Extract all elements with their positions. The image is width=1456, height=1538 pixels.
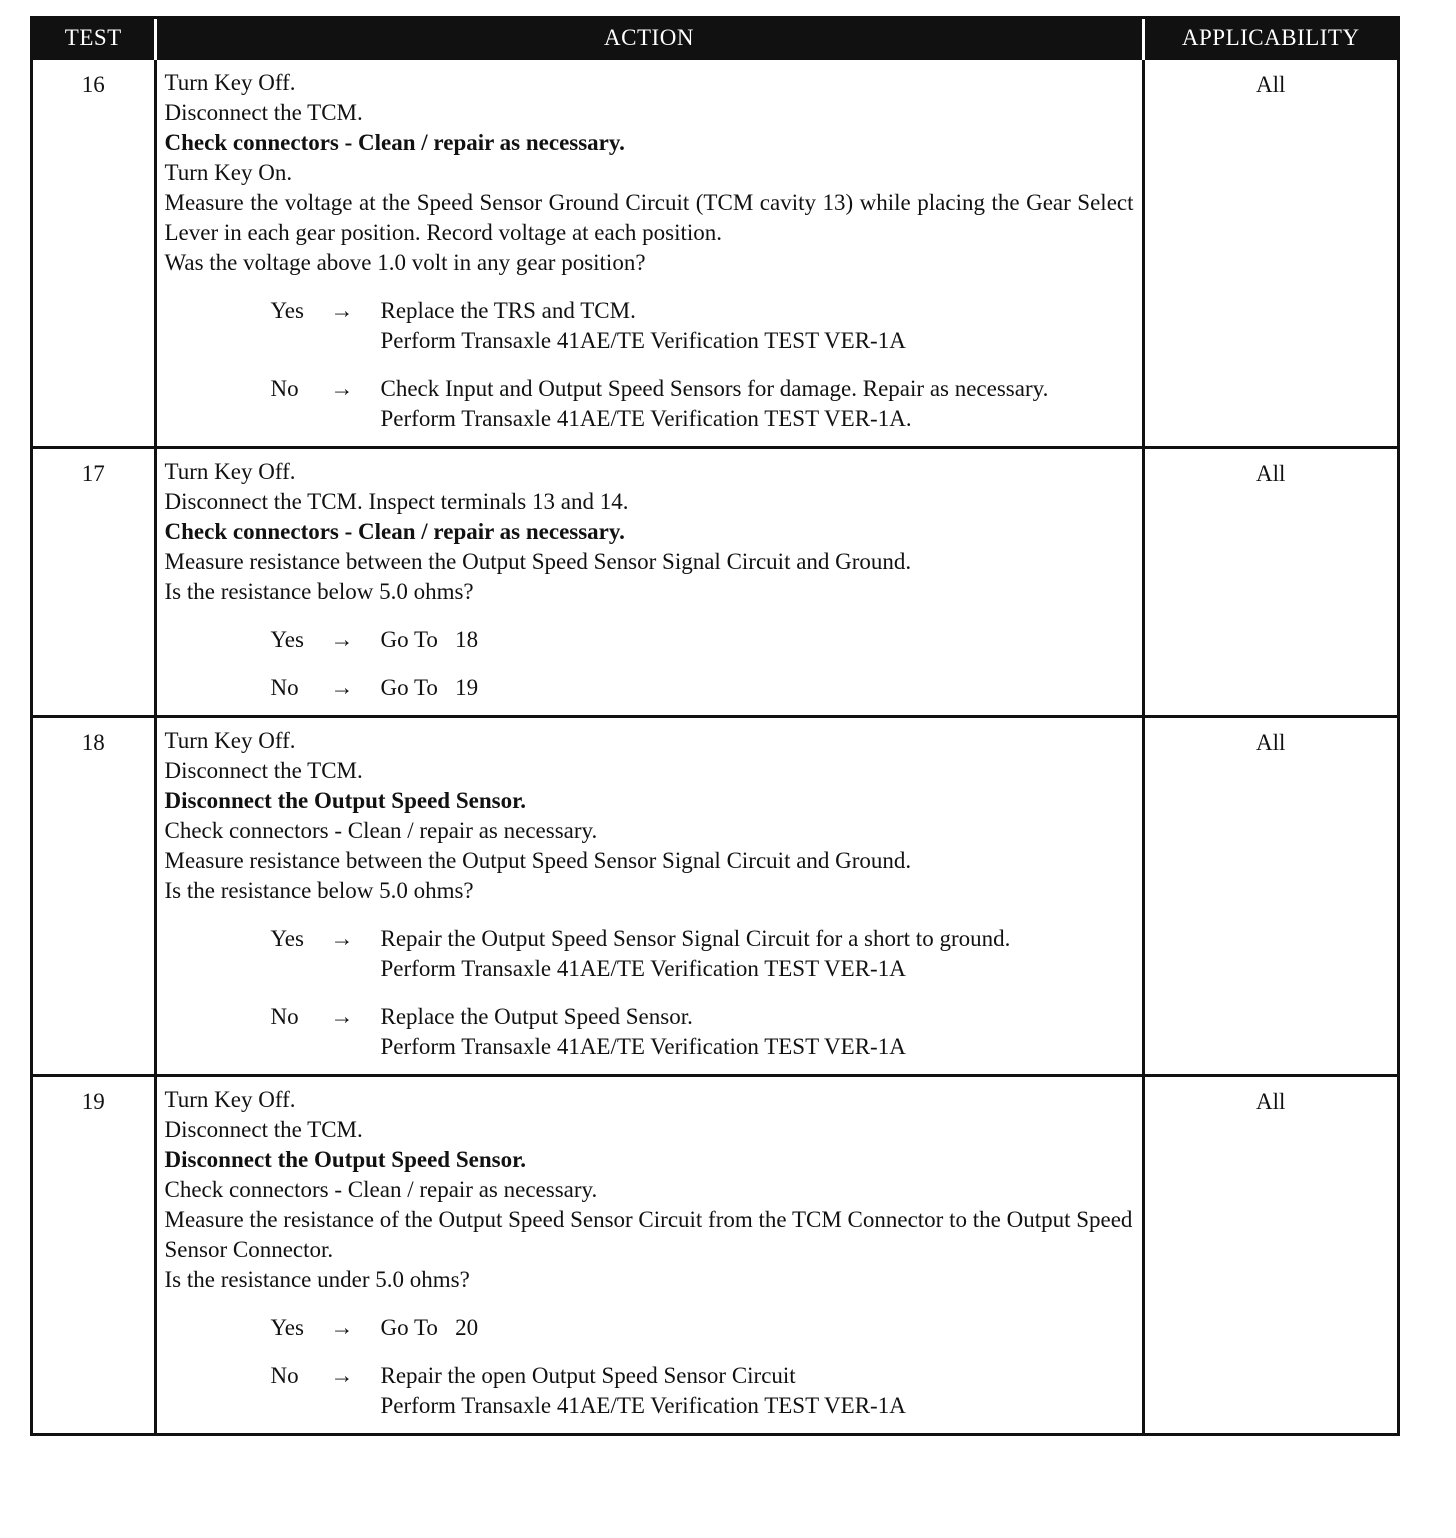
action-cell [155,59,1143,448]
outcome-instructions [381,374,1134,434]
action-step: Disconnect the TCM. [164,1117,363,1142]
outcome-instruction: Check Input and Output Speed Sensors for damage. Repair as necessary. [380,376,1049,401]
outcome-instruction: Perform Transaxle 41AE/TE Verification TEST VER-1A [380,956,906,981]
outcome-instruction: Go To 20 [380,1315,479,1340]
arrow-right-icon: → [330,1004,354,1029]
outcome-yes [165,296,1134,356]
outcome-no [165,673,1134,703]
action-step: Is the resistance below 5.0 ohms? [164,579,474,604]
action-step-emphasis: Check connectors - Clean / repair as necessary. [164,519,625,544]
column-header-test: TEST [33,19,155,59]
outcome-instruction: Perform Transaxle 41AE/TE Verification TEST VER-1A [380,1393,906,1418]
action-step: Disconnect the TCM. [164,100,363,125]
outcome-instructions [381,296,1134,356]
outcome-yes [165,625,1134,655]
action-step: Turn Key Off. [164,1087,296,1112]
action-step: Measure resistance between the Output Speed Sensor Signal Circuit and Ground. [164,848,912,873]
arrow-right-icon: → [330,926,354,951]
action-step: Measure resistance between the Output Speed Sensor Signal Circuit and Ground. [164,549,912,574]
outcome-instructions [381,1361,1134,1421]
action-step: Measure the resistance of the Output Speed Sensor Circuit from the TCM Connector to the Output Speed Sensor Connector. [164,1207,1133,1262]
applicability-value: All [1143,448,1397,717]
action-step: Is the resistance below 5.0 ohms? [164,878,474,903]
test-number: 17 [33,448,155,717]
action-step: Check connectors - Clean / repair as necessary. [164,818,598,843]
table-body [33,59,1397,1434]
outcome-label: Yes [270,627,304,652]
action-step: Turn Key Off. [164,728,296,753]
outcome-label: No [270,376,299,401]
action-step: Is the resistance under 5.0 ohms? [164,1267,470,1292]
action-step: Disconnect the TCM. [164,758,363,783]
outcome-instructions [381,924,1134,984]
applicability-value: All [1143,717,1397,1076]
action-step: Disconnect the TCM. Inspect terminals 13 and 14. [164,489,629,514]
arrow-right-icon: → [330,1363,354,1388]
outcome-instruction: Replace the Output Speed Sensor. [380,1004,693,1029]
action-step-emphasis: Disconnect the Output Speed Sensor. [164,1147,526,1172]
action-step: Turn Key On. [164,160,293,185]
action-cell [155,1076,1143,1434]
outcome-list [165,296,1134,434]
outcome-instruction: Replace the TRS and TCM. [380,298,636,323]
test-number: 16 [33,59,155,448]
outcome-label: Yes [270,298,304,323]
outcome-instruction: Repair the open Output Speed Sensor Circuit [380,1363,796,1388]
action-step-emphasis: Check connectors - Clean / repair as necessary. [164,130,625,155]
action-step: Measure the voltage at the Speed Sensor Ground Circuit (TCM cavity 13) while placing the Gear Select Lever in each gear position. Record voltage at each position. [164,190,1134,245]
outcome-instruction: Go To 19 [380,675,479,700]
action-step: Turn Key Off. [164,459,296,484]
test-number: 19 [33,1076,155,1434]
action-step: Check connectors - Clean / repair as necessary. [164,1177,598,1202]
outcome-instructions [381,1002,1134,1062]
column-header-applicability: APPLICABILITY [1143,19,1397,59]
outcome-list [165,625,1134,703]
table-row [33,717,1397,1076]
outcome-instructions [381,673,1134,703]
test-number: 18 [33,717,155,1076]
table-row [33,448,1397,717]
arrow-right-icon: → [330,1315,354,1340]
action-cell [155,448,1143,717]
action-step: Turn Key Off. [164,70,296,95]
outcome-label: No [270,1004,299,1029]
outcome-list [165,924,1134,1062]
table-header [33,19,1397,59]
outcome-label: Yes [270,1315,304,1340]
arrow-right-icon: → [330,298,354,323]
outcome-no [165,1002,1134,1062]
outcome-label: Yes [270,926,304,951]
outcome-label: No [270,1363,299,1388]
outcome-yes [165,924,1134,984]
outcome-instruction: Perform Transaxle 41AE/TE Verification TEST VER-1A [380,328,906,353]
action-step-emphasis: Disconnect the Output Speed Sensor. [164,788,526,813]
action-step: Was the voltage above 1.0 volt in any gear position? [164,250,646,275]
arrow-right-icon: → [330,376,354,401]
arrow-right-icon: → [330,627,354,652]
action-cell [155,717,1143,1076]
applicability-value: All [1143,59,1397,448]
procedure-document [30,16,1400,1436]
outcome-label: No [270,675,299,700]
outcome-no [165,374,1134,434]
column-header-action: ACTION [155,19,1143,59]
table-row [33,59,1397,448]
outcome-instruction: Go To 18 [380,627,479,652]
outcome-instruction: Perform Transaxle 41AE/TE Verification TEST VER-1A. [380,406,912,431]
outcome-yes [165,1313,1134,1343]
outcome-instructions [381,625,1134,655]
outcome-no [165,1361,1134,1421]
applicability-value: All [1143,1076,1397,1434]
arrow-right-icon: → [330,675,354,700]
outcome-instruction: Perform Transaxle 41AE/TE Verification TEST VER-1A [380,1034,906,1059]
outcome-list [165,1313,1134,1421]
diagnostic-table [33,19,1397,1433]
outcome-instructions [381,1313,1134,1343]
outcome-instruction: Repair the Output Speed Sensor Signal Circuit for a short to ground. [380,926,1011,951]
table-row [33,1076,1397,1434]
